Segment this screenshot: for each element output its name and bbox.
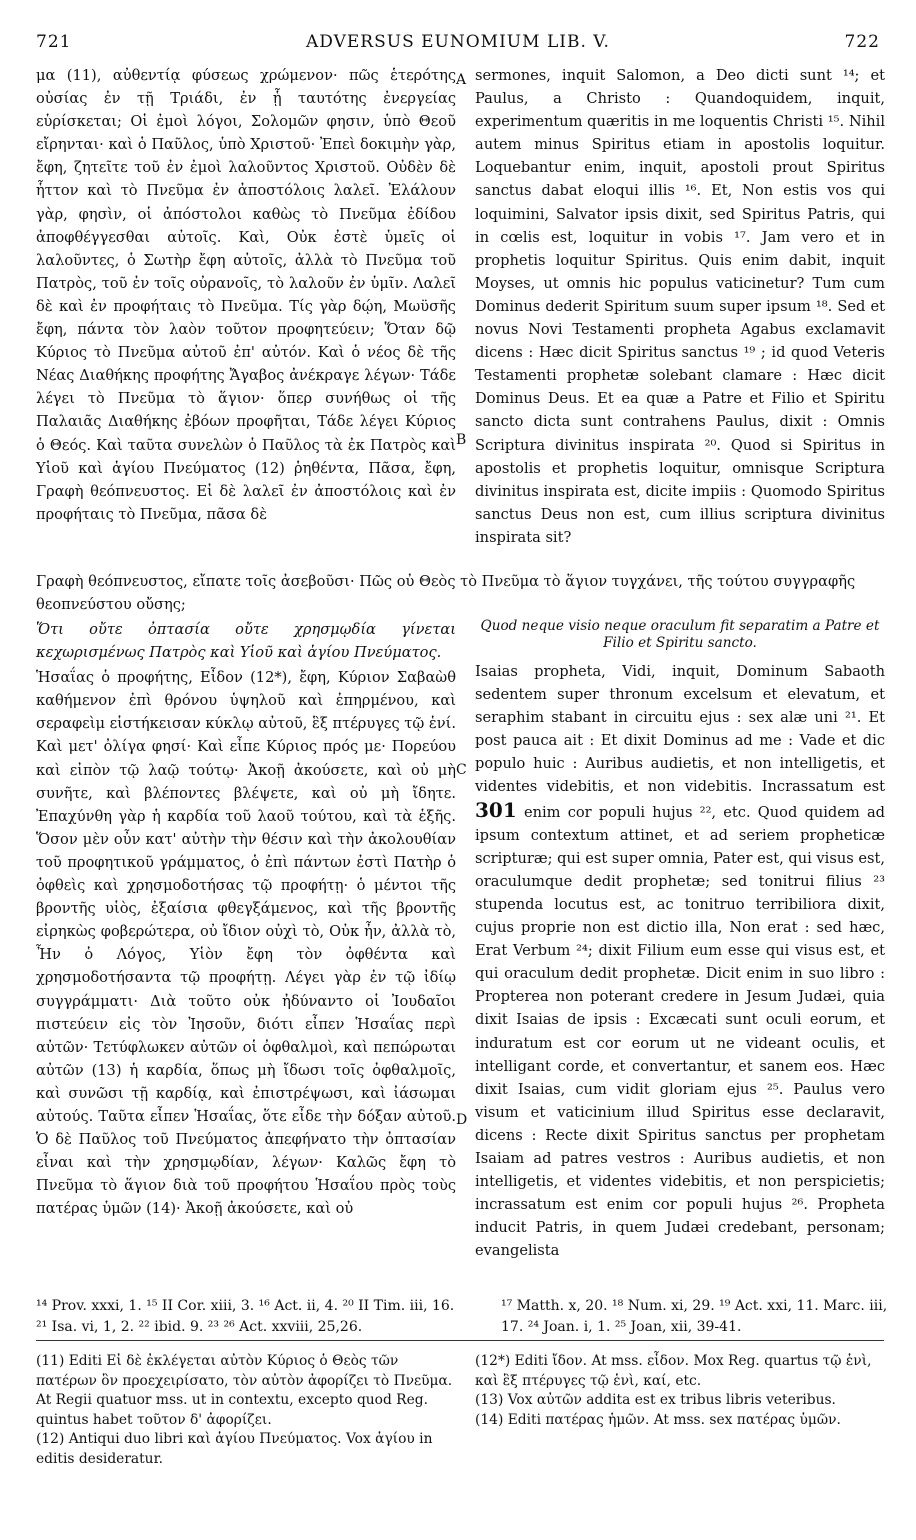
latin-column-bottom: [475, 660, 885, 1262]
critical-notes-left: [36, 1352, 456, 1469]
running-title: ADVERSUS EUNOMIUM LIB. V.: [306, 32, 610, 52]
section-marker-c: C: [456, 762, 467, 778]
latin-text-bottom: [475, 660, 885, 1262]
note-12-star: (12*) Editi ἴδον. At mss. εἶδον. Mox Reg. quartus τῷ ἑνὶ, καὶ ἓξ πτέρυγες τῷ ἑνὶ, καί, etc.: [475, 1353, 872, 1389]
latin-section-heading: Quod neque visio neque oraculum fit separatim a Patre et Filio et Spiritu sancto.: [480, 618, 880, 651]
references-left: ¹⁴ Prov. xxxi, 1. ¹⁵ II Cor. xiii, 3. ¹⁶ Act. ii, 4. ²⁰ II Tim. iii, 16. ²¹ Isa. vi, 1, 2. ²² ibid. 9. ²³ ²⁶ Act. xxviii, 25,26.: [36, 1298, 455, 1335]
section-marker-b: B: [456, 432, 467, 448]
greek-column-top: [36, 64, 456, 526]
references-right: ¹⁷ Matth. x, 20. ¹⁸ Num. xi, 29. ¹⁹ Act. xxi, 11. Marc. iii, 17. ²⁴ Joan. i, 1. ²⁵ Joan, xii, 39-41.: [501, 1298, 888, 1335]
greek-spanning-line: Γραφὴ θεόπνευστος, εἴπατε τοῖς ἀσεβοῦσι· Πῶς οὐ Θεὸς τὸ Πνεῦμα τὸ ἅγιον τυγχάνει, τῆς τούτου συγγραφῆς θεοπνεύστου οὔσης;: [36, 573, 856, 614]
greek-section-heading: Ὅτι οὔτε ὀπτασία οὔτε χρησμῳδία γίνεται κεχωρισμένως Πατρὸς καὶ Υἱοῦ καὶ ἁγίου Πνεύματος.: [36, 621, 456, 662]
critical-notes-right: [475, 1352, 885, 1430]
section-marker-d: D: [456, 1112, 468, 1128]
note-12: (12) Antiqui duo libri καὶ ἁγίου Πνεύματος. Vox ἁγίου in editis desideratur.: [36, 1431, 433, 1467]
latin-text-bottom-b: enim cor populi hujus ²², etc. Quod quidem ad ipsum contextum attinet, et ad seriem propheticæ scripturæ; qui est super omnia, Pater est, qui visus est, oraculumque dedit prophetæ; sed tonitrui filius ²³ stupenda locutus est, ac tonitruo terribiliora dixit, cujus proprie non est dictio illa, Non erat : sed hæc, Erat Verbum ²⁴; dixit Filium eum esse qui visus est, et qui oraculum dedit prophetæ. Dicit enim in suo libro : Propterea non poterant credere in Jesum Judæi, quia dixit Isaias de ipsis : Excæcati sunt oculi eorum, et induratum est cor eorum ut ne videant oculis, et intelligant corde, et convertantur, et sanem eos. Hæc dixit Isaias, cum vidit gloriam ejus ²⁵. Paulus vero visum et vaticinium illud Spiritus esse declaravit, dicens : Recte dixit Spiritus sanctus per prophetam Isaiam ad patres vestros : Auribus audietis, et non intelligetis, et videntes videbitis, et non perspicietis; incrassatum est enim cor populi hujus ²⁶. Propheta inducit Patris, in quem Judæi credebant, personam; evangelista: [475, 803, 885, 1260]
latin-text-top: sermones, inquit Salomon, a Deo dicti sunt ¹⁴; et Paulus, a Christo : Quandoquidem, inquit, experimentum quæritis in me loquentis Christi ¹⁵. Nihil autem minus Spiritus etiam in apostolis loquitur. Loquebantur enim, inquit, apostoli prout Spiritus sanctus dabat eloqui illis ¹⁶. Et, Non estis vos qui loquimini, Salvator ipsis dixit, sed Spiritus Patris, qui in cœlis est, loquitur in vobis ¹⁷. Jam vero et in prophetis loquitur Spiritus. Quis enim dabit, inquit Moyses, ut omnis hic populus vaticinetur? Tum cum Dominus dederit Spiritum suum super ipsum ¹⁸. Sed et novus Novi Testamenti propheta Agabus exclamavit dicens : Hæc dicit Spiritus sanctus ¹⁹ ; id quod Veteris Testamenti prophetæ solebant clamare : Hæc dicit Dominus Deus. Et ea quæ a Patre et Filio et Spiritu sancto dicta sunt contrahens Paulus, dixit : Omnis Scriptura divinitus inspirata ²⁰. Quod si Spiritus in apostolis et prophetis loquitur, omnisque Scriptura divinitus inspirata est, dicite impiis : Quomodo Spiritus sanctus Deus non est, cum illius scriptura divinitus inspirata sit?: [475, 67, 885, 546]
right-page-number: 722: [844, 32, 880, 52]
note-11: (11) Editi Εἰ δὲ ἐκλέγεται αὐτὸν Κύριος ὁ Θεὸς τῶν πατέρων ὃν προεχειρίσατο, τὸν αὐτὸν ἀφορίζει τὸ Πνεῦμα. At Regii quatuor mss. ut in contextu, excepto quod Reg. quintus habet τοῦτον δ' ἀφορίζει.: [36, 1353, 453, 1428]
greek-column-bottom: [36, 618, 456, 1220]
left-page-number: 721: [36, 32, 72, 52]
running-header: [36, 32, 880, 58]
latin-text-bottom-a: Isaias propheta, Vidi, inquit, Dominum Sabaoth sedentem super thronum excelsum et elevatum, et seraphim stabant in circuitu ejus : sex alæ uni ²¹. Et post pauca ait : Et dixit Dominus ad me : Vade et dic populo huic : Auribus audietis, et non intelligetis, et videntes videbitis, et non videbitis. Incrassatum est: [475, 663, 885, 796]
footnote-divider: [36, 1340, 884, 1341]
greek-text-bottom: Ἡσαΐας ὁ προφήτης, Εἶδον (12*), ἔφη, Κύριον Σαβαὼθ καθήμενον ἐπὶ θρόνου ὑψηλοῦ καὶ ἐπηρμένου, καὶ σεραφεὶμ εἱστήκεισαν κύκλῳ αὐτοῦ, ἓξ πτέρυγες τῷ ἑνί. Καὶ μετ' ὀλίγα φησί· Καὶ εἶπε Κύριος πρός με· Πορεύου καὶ εἰπὸν τῷ λαῷ τούτῳ· Ἀκοῇ ἀκούσετε, καὶ οὐ μὴ συνῆτε, καὶ βλέποντες βλέψετε, καὶ οὐ μὴ ἴδητε. Ἐπαχύνθη γὰρ ἡ καρδία τοῦ λαοῦ τούτου, καὶ τὰ ἑξῆς. Ὅσον μὲν οὖν κατ' αὐτὴν τὴν θέσιν καὶ τὴν ἀκολουθίαν τοῦ προφητικοῦ γράμματος, ὁ ἐπὶ πάντων ἐστὶ Πατὴρ ὁ ὀφθεὶς καὶ χρησμοδοτήσας τῷ προφήτῃ· ὁ μέντοι τῆς βροντῆς υἱὸς, ἐξαίσια φθεγξάμενος, καὶ τῆς βροντῆς εἰρηκὼς φοβερώτερα, οὐ ἴδιον οὐχὶ τὸ, Οὐκ ἦν, ἀλλὰ τὸ, Ἦν ὁ Λόγος, Υἱὸν ἔφη τὸν ὀφθέντα καὶ χρησμοδοτήσαντα τῷ προφήτῃ. Λέγει γὰρ ἐν τῷ ἰδίῳ συγγράμματι· Διὰ τοῦτο οὐκ ἠδύναντο οἱ Ἰουδαῖοι πιστεύειν εἰς τὸν Ἰησοῦν, διότι εἶπεν Ἡσαΐας περὶ αὐτῶν· Τετύφλωκεν αὐτῶν οἱ ὀφθαλμοὶ, καὶ πεπώρωται αὐτῶν (13) ἡ καρδία, ὅπως μὴ ἴδωσι τοῖς ὀφθαλμοῖς, καὶ συνῶσι τῇ καρδίᾳ, καὶ ἐπιστρέψωσι, καὶ ἰάσωμαι αὐτούς. Ταῦτα εἶπεν Ἡσαΐας, ὅτε εἶδε τὴν δόξαν αὐτοῦ. Ὁ δὲ Παῦλος τοῦ Πνεύματος ἀπεφήνατο τὴν ὀπτασίαν εἶναι καὶ τὴν χρησμῳδίαν, λέγων· Καλῶς ἔφη τὸ Πνεῦμα τὸ ἅγιον διὰ τοῦ προφήτου Ἡσαΐου πρὸς τοὺς πατέρας ὑμῶν (14)· Ἀκοῇ ἀκούσετε, καὶ οὐ: [36, 669, 456, 1218]
section-marker-a: A: [456, 72, 467, 88]
greek-text-top: μα (11), αὐθεντίᾳ φύσεως χρώμενον· πῶς ἑτερότης οὐσίας ἐν τῇ Τριάδι, ἐν ᾗ ταυτότης ἐνεργείας εὑρίσκεται; Οἱ ἐμοὶ λόγοι, Σολομῶν φησιν, ὑπὸ Θεοῦ εἴρηνται· καὶ ὁ Παῦλος, ὑπὸ Χριστοῦ· Ἐπεὶ δοκιμὴν γὰρ, ἔφη, ζητεῖτε τοῦ ἐν ἐμοὶ λαλοῦντος Χριστοῦ. Οὐδὲν δὲ ἧττον καὶ τὸ Πνεῦμα ἐν ἀποστόλοις λαλεῖ. Ἐλάλουν γὰρ, φησὶν, οἱ ἀπόστολοι καθὼς τὸ Πνεῦμα ἐδίδου ἀποφθέγγεσθαι αὐτοῖς. Καὶ, Οὐκ ἐστὲ ὑμεῖς οἱ λαλοῦντες, ὁ Σωτὴρ ἔφη αὐτοῖς, ἀλλὰ τὸ Πνεῦμα τοῦ Πατρὸς, τοῦ ἐν τοῖς οὐρανοῖς, τὸ λαλοῦν ἐν ὑμῖν. Λαλεῖ δὲ καὶ ἐν προφήταις τὸ Πνεῦμα. Τίς γὰρ δῴη, Μωϋσῆς ἔφη, πάντα τὸν λαὸν τοῦτον προφητεύειν; Ὅταν δῷ Κύριος τὸ Πνεῦμα αὐτοῦ ἐπ' αὐτόν. Καὶ ὁ νέος δὲ τῆς Νέας Διαθήκης προφήτης Ἄγαβος ἀνέκραγε λέγων· Τάδε λέγει τὸ Πνεῦμα τὸ ἅγιον· ὅπερ συνήθως οἱ τῆς Παλαιᾶς Διαθήκης ἐβόων προφῆται, Τάδε λέγει Κύριος ὁ Θεός. Καὶ ταῦτα συνελὼν ὁ Παῦλος τὰ ἐκ Πατρὸς καὶ Υἱοῦ καὶ ἁγίου Πνεύματος (12) ῥηθέντα, Πᾶσα, ἔφη, Γραφὴ θεόπνευστος. Εἰ δὲ λαλεῖ ἐν ἀποστόλοις καὶ ἐν προφήταις τὸ Πνεῦμα, πᾶσα δὲ: [36, 67, 456, 523]
note-14: (14) Editi πατέρας ἡμῶν. At mss. sex πατέρας ὑμῶν.: [475, 1411, 841, 1428]
latin-column-top: [475, 64, 885, 549]
note-13: (13) Vox αὐτῶν addita est ex tribus libris veteribus.: [475, 1392, 836, 1408]
migne-page-number: 301: [475, 797, 517, 822]
